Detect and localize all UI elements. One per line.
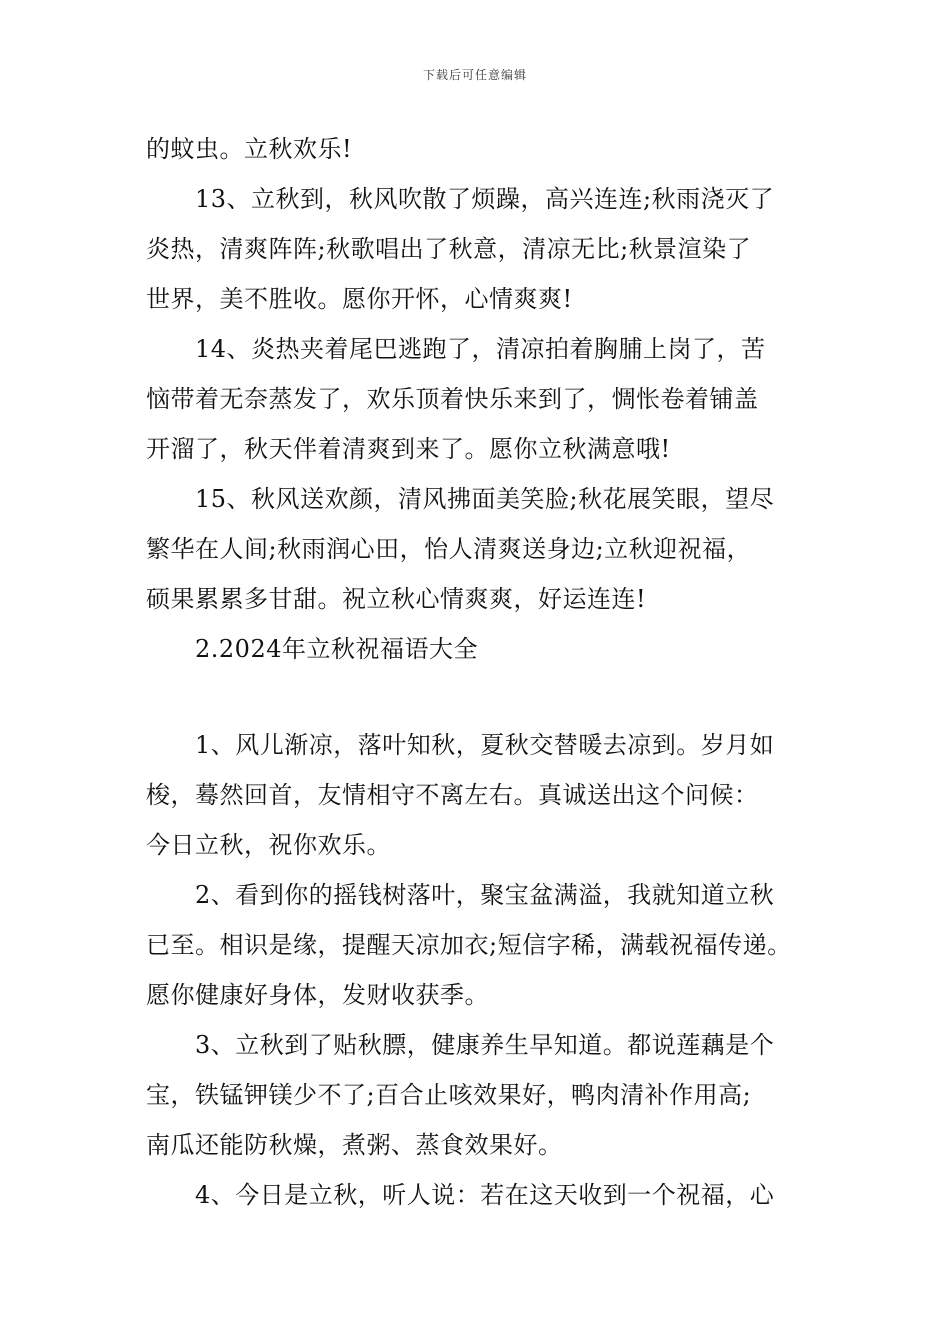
- paragraph-line: 开溜了，秋天伴着清爽到来了。愿你立秋满意哦!: [146, 435, 671, 463]
- section-heading: 2.2024年立秋祝福语大全: [195, 635, 478, 663]
- paragraph-line: 14、炎热夹着尾巴逃跑了，清凉拍着胸脯上岗了，苦: [195, 335, 766, 363]
- paragraph-line: 今日立秋，祝你欢乐。: [146, 831, 391, 859]
- paragraph-line: 15、秋风送欢颜，清风拂面美笑脸;秋花展笑眼，望尽: [195, 485, 775, 513]
- paragraph-line: 愿你健康好身体，发财收获季。: [146, 981, 489, 1009]
- page-header: 下载后可任意编辑: [422, 68, 527, 82]
- section-spacer: [146, 678, 820, 724]
- paragraph-line: 硕果累累多甘甜。祝立秋心情爽爽，好运连连!: [146, 585, 647, 613]
- paragraph-line: 已至。相识是缘，提醒天凉加衣;短信字稀，满载祝福传递。: [146, 931, 792, 959]
- document-body: [146, 128, 820, 1224]
- paragraph-line: 繁华在人间;秋雨润心田，怡人清爽送身边;立秋迎祝福，: [146, 535, 752, 563]
- paragraph-line: 南瓜还能防秋燥，煮粥、蒸食效果好。: [146, 1131, 563, 1159]
- paragraph-line: 宝，铁锰钾镁少不了;百合止咳效果好，鸭肉清补作用高;: [146, 1081, 752, 1109]
- paragraph-line: 4、今日是立秋，听人说：若在这天收到一个祝福，心: [195, 1181, 775, 1209]
- paragraph-line: 恼带着无奈蒸发了，欢乐顶着快乐来到了，惆怅卷着铺盖: [146, 385, 759, 413]
- paragraph-line: 世界，美不胜收。愿你开怀，心情爽爽!: [146, 285, 573, 313]
- paragraph-line: 炎热，清爽阵阵;秋歌唱出了秋意，清凉无比;秋景渲染了: [146, 235, 752, 263]
- paragraph-line: 2、看到你的摇钱树落叶，聚宝盆满溢，我就知道立秋: [195, 881, 775, 909]
- paragraph-line: 梭，蓦然回首，友情相守不离左右。真诚送出这个问候：: [146, 781, 759, 809]
- paragraph-line: 3、立秋到了贴秋膘，健康养生早知道。都说莲藕是个: [195, 1031, 775, 1059]
- paragraph-line: 1、风儿渐凉，落叶知秋，夏秋交替暖去凉到。岁月如: [195, 731, 775, 759]
- paragraph-line: 的蚊虫。立秋欢乐!: [146, 135, 353, 163]
- paragraph-line: 13、立秋到，秋风吹散了烦躁，高兴连连;秋雨浇灭了: [195, 185, 775, 213]
